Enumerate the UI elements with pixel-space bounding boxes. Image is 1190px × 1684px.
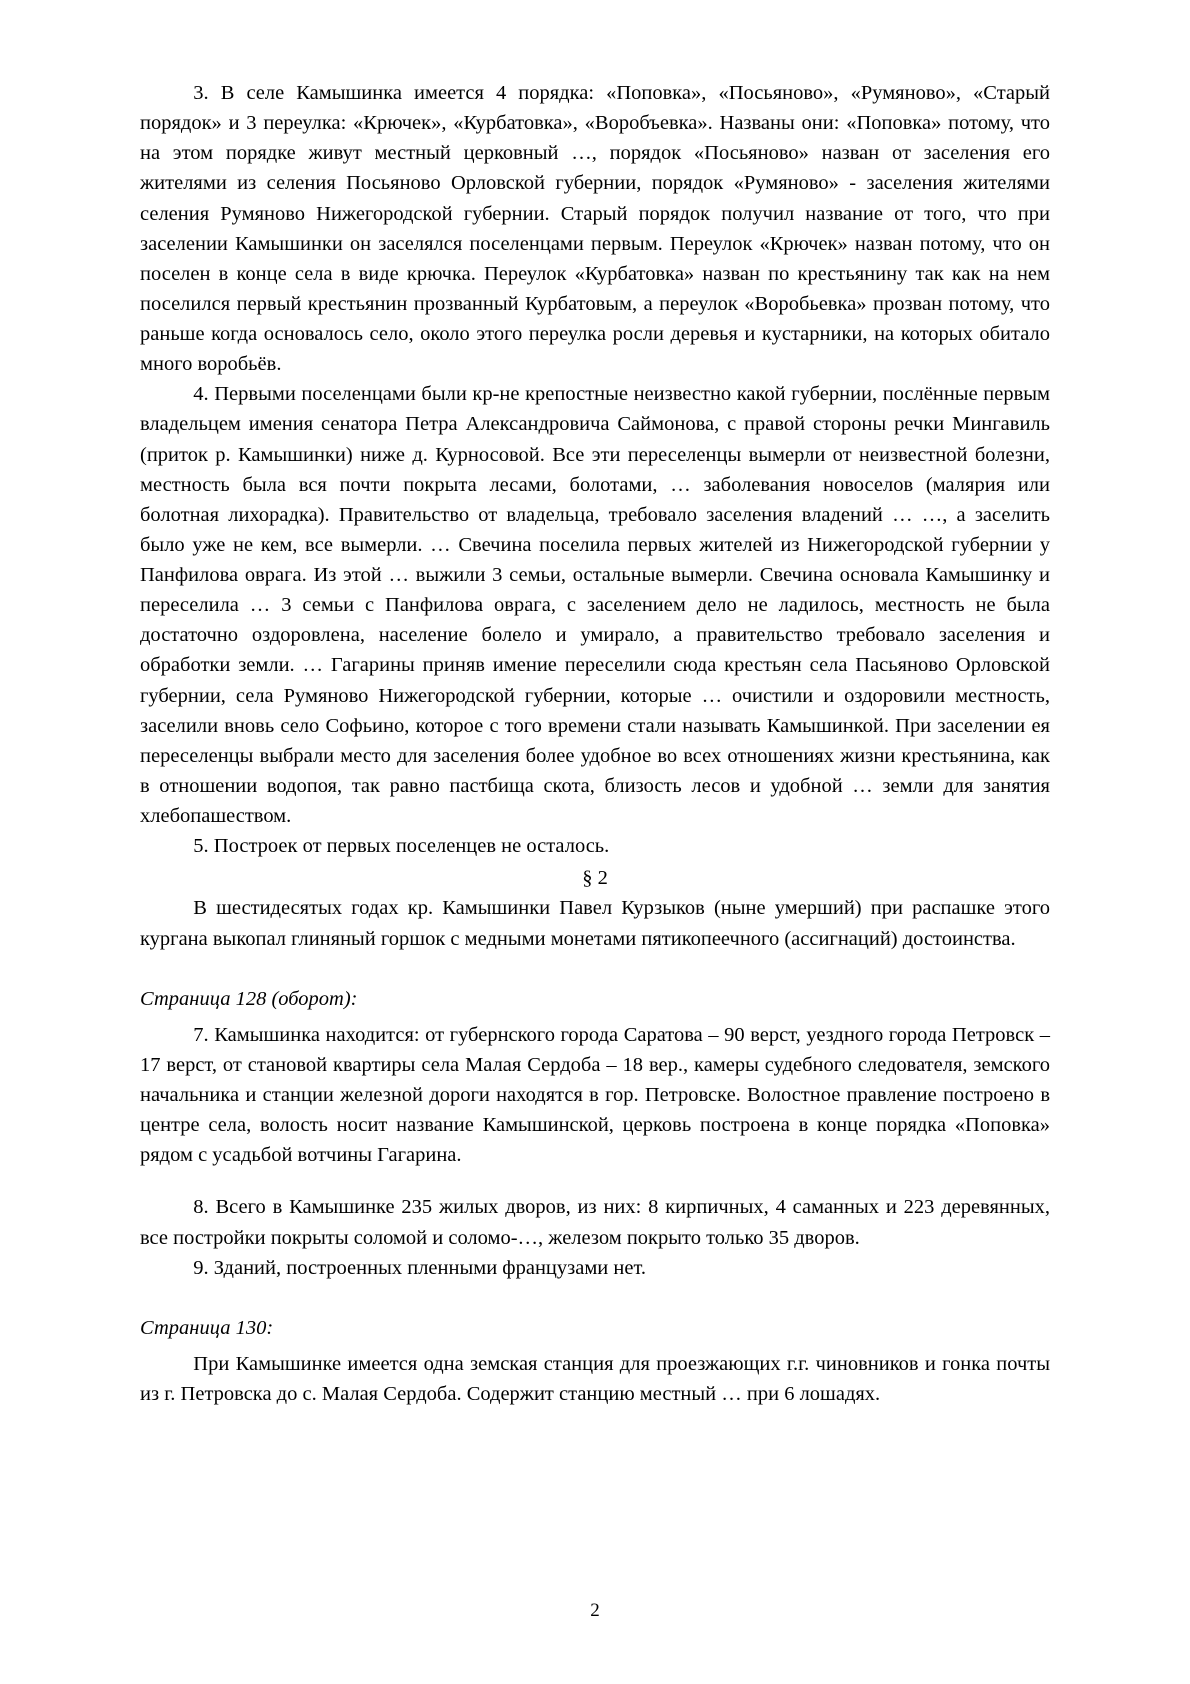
document-body [140, 78, 1050, 1409]
paragraph-9: 9. Зданий, построенных пленными французами нет. [193, 1256, 647, 1279]
paragraph-6: В шестидесятых годах кр. Камышинки Павел Курзыков (ныне умерший) при распашке этого кургана выкопал глиняный горшок с медными монетами пятикопеечного (ассигнаций) достоинства. [140, 897, 1050, 950]
paragraph-10: При Камышинке имеется одна земская станция для проезжающих г.г. чиновников и гонка почты из г. Петровска до с. Малая Сердоба. Содержит станцию местный … при 6 лошадях. [140, 1352, 1050, 1405]
paragraph-8: 8. Всего в Камышинке 235 жилых дворов, из них: 8 кирпичных, 4 саманных и 223 деревянных, все постройки покрыты соломой и соломо-…, железом покрыто только 35 дворов. [140, 1196, 1050, 1249]
paragraph-7: 7. Камышинка находится: от губернского города Саратова – 90 верст, уездного города Петровск – 17 верст, от становой квартиры села Малая Сердоба – 18 вер., камеры судебного следователя, земского начальника и станции железной дороги находятся в гор. Петровске. Волостное правление построено в центре села, волость носит название Камышинской, церковь построена в конце порядка «Поповка» рядом с усадьбой вотчины Гагарина. [140, 1023, 1050, 1167]
section-symbol: § 2 [582, 867, 608, 890]
paragraph-4: 4. Первыми поселенцами были кр-не крепостные неизвестно какой губернии, послённые первым владельцем имения сенатора Петра Александровича Саймонова, с правой стороны речки Мингавиль (приток р. Камышинки) ниже д. Курносовой. Все эти переселенцы вымерли от неизвестной болезни, местность была вся почти покрыта лесами, болотами, … заболевания новоселов (малярия или болотная лихорадка). Правительство от владельца, требовало заселения владений … …, а заселить было уже не кем, все вымерли. … Свечина поселила первых жителей из Нижегородской губернии у Панфилова оврага. Из этой … выжили 3 семьи, остальные вымерли. Свечина основала Камышинку и переселила … 3 семьи с Панфилова оврага, с заселением дело не ладилось, местность не была достаточно оздоровлена, население болело и умирало, а правительство требовало заселения и обработки земли. … Гагарины приняв имение переселили сюда крестьян села Пасьяново Орловской губернии, села Румяново Нижегородской губернии, которые … очистили и оздоровили местность, заселили вновь село Софьино, которое с того времени стали называть Камышинкой. При заселении ея переселенцы выбрали место для заселения более удобное во всех отношениях жизни крестьянина, как в отношении водопоя, так равно пастбища скота, близость лесов и удобной … земли для занятия хлебопашеством. [140, 383, 1050, 827]
heading-page-130: Страница 130: [140, 1316, 274, 1339]
page-number: 2 [590, 1600, 600, 1621]
heading-page-128: Страница 128 (оборот): [140, 987, 358, 1010]
paragraph-3: 3. В селе Камышинка имеется 4 порядка: «Поповка», «Посьяново», «Румяново», «Старый порядок» и 3 переулка: «Крючек», «Курбатовка», «Воробъевка». Названы они: «Поповка» потому, что на этом порядке живут местный церковный …, порядок «Посьяново» назван от заселения его жителями из селения Посьяново Орловской губернии, порядок «Румяново» - заселения жителями селения Румяново Нижегородской губернии. Старый порядок получил название от того, что при заселении Камышинки он заселялся поселенцами первым. Переулок «Крючек» назван потому, что он поселен в конце села в виде крючка. Переулок «Курбатовка» назван по крестьянину так как на нем поселился первый крестьянин прозванный Курбатовым, а переулок «Воробьевка» прозван потому, что раньше когда основалось село, около этого переулка росли деревья и кустарники, на которых обитало много воробьёв. [140, 82, 1050, 376]
paragraph-5: 5. Построек от первых поселенцев не осталось. [193, 835, 610, 858]
